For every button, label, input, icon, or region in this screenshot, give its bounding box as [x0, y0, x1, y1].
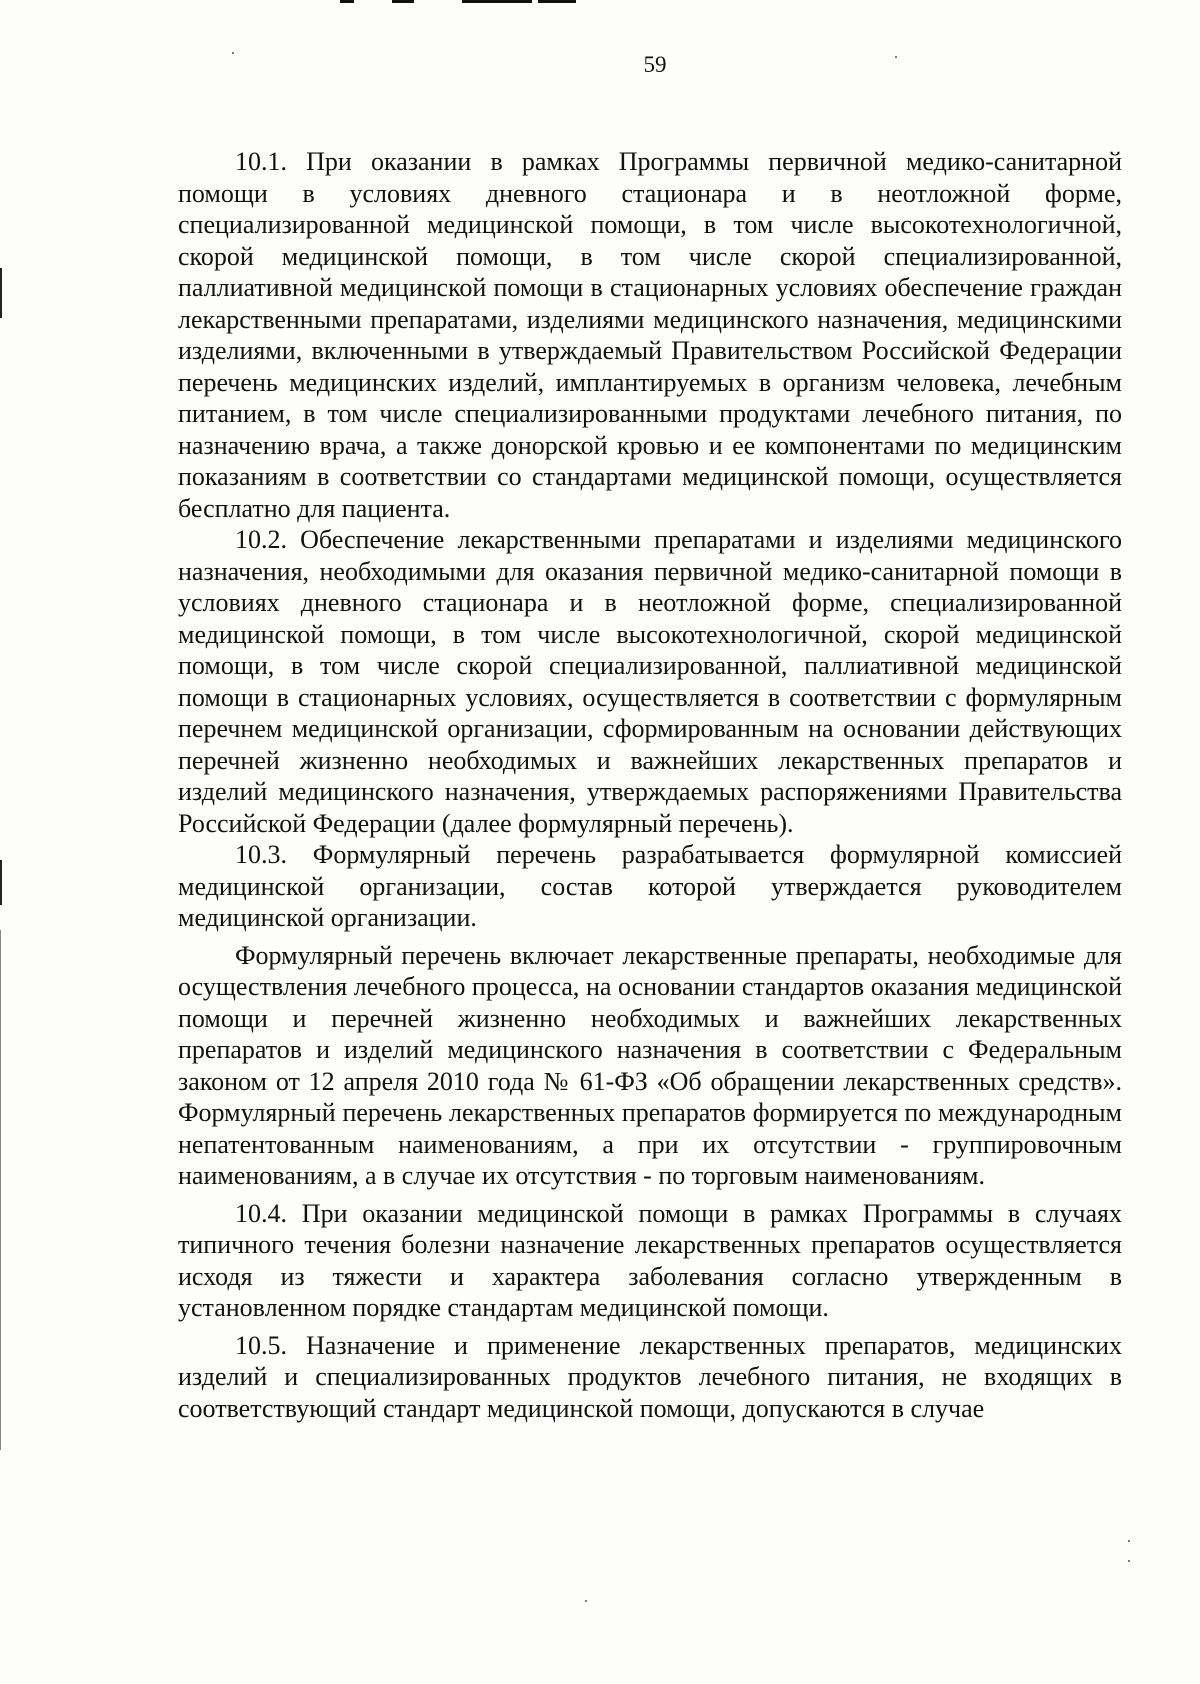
paragraph-10-3: 10.3. Формулярный перечень разрабатывается формулярной комиссией медицинской организации, состав которой утверждается руководителем медицинской организации.: [178, 840, 1122, 932]
scan-speck: [1128, 1540, 1130, 1542]
scan-edge-mark: [0, 930, 1, 1450]
paragraph-10-1: 10.1. При оказании в рамках Программы первичной медико-санитарной помощи в условиях дневного стационара и в неотложной форме, специализированной медицинской помощи, в том числе высокотехнологичной, скорой медицинской помощи, в том числе скорой специализированной, паллиативной медицинской помощи в стационарных условиях обеспечение граждан лекарственными препаратами, изделиями медицинского назначения, медицинскими изделиями, включенными в утверждаемый Правительством Российской Федерации перечень медицинских изделий, имплантируемых в организм человека, лечебным питанием, в том числе специализированными продуктами лечебного питания, по назначению врача, а также донорской кровью и ее компонентами по медицинским показаниям в соответствии со стандартами медицинской помощи, осуществляется бесплатно для пациента.: [178, 147, 1122, 523]
page-number: 59: [643, 52, 667, 77]
scan-speck: [585, 1600, 587, 1602]
scan-edge-mark: [0, 268, 2, 318]
scan-artifact-top: [340, 0, 640, 4]
document-body: [178, 146, 1122, 1424]
paragraph-10-4: 10.4. При оказании медицинской помощи в рамках Программы в случаях типичного течения болезни назначение лекарственных препаратов осуществляется исходя из тяжести и характера заболевания согласно утвержденным в установленном порядке стандартам медицинской помощи.: [178, 1198, 1122, 1322]
paragraph-10-5: 10.5. Назначение и применение лекарственных препаратов, медицинских изделий и специализированных продуктов лечебного питания, не входящих в соответствующий стандарт медицинской помощи, допускаются в случае: [178, 1330, 1122, 1423]
paragraph-10-2: 10.2. Обеспечение лекарственными препаратами и изделиями медицинского назначения, необходимыми для оказания первичной медико-санитарной помощи в условиях дневного стационара и в неотложной форме, специализированной медицинской помощи, в том числе высокотехнологичной, скорой медицинской помощи, в том числе скорой специализированной, паллиативной медицинской помощи в стационарных условиях, осуществляется в соответствии с формулярным перечнем медицинской организации, сформированным на основании действующих перечней жизненно необходимых и важнейших лекарственных препаратов и изделий медицинского назначения, утверждаемых распоряжениями Правительства Российской Федерации (далее формулярный перечень).: [178, 525, 1122, 838]
paragraph-formulary-list: Формулярный перечень включает лекарственные препараты, необходимые для осуществления лечебного процесса, на основании стандартов оказания медицинской помощи и перечней жизненно необходимых и важнейших лекарственных препаратов и изделий медицинского назначения в соответствии с Федеральным законом от 12 апреля 2010 года № 61-ФЗ «Об обращении лекарственных средств». Формулярный перечень лекарственных препаратов формируется по международным непатентованным наименованиям, а при их отсутствии - группировочным наименованиям, а в случае их отсутствия - по торговым наименованиям.: [178, 940, 1122, 1190]
scan-speck: [1128, 1560, 1130, 1562]
scan-edge-mark: [0, 860, 2, 905]
